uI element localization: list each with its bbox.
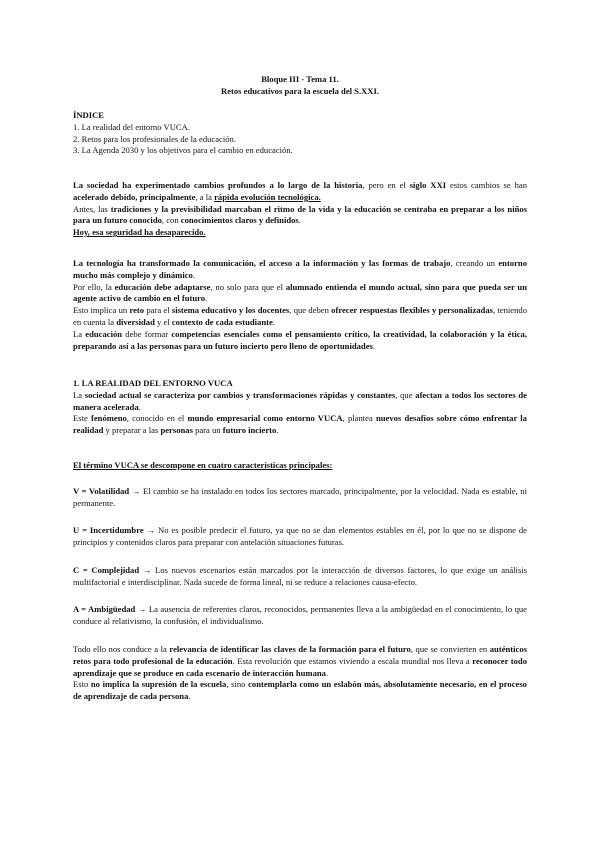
text: , teniendo en cuenta la — [73, 305, 527, 327]
text: . — [298, 215, 301, 226]
technology-section — [73, 258, 527, 352]
index-item: 2. Retos para los profesionales de la educación. — [73, 133, 236, 144]
text: . — [276, 425, 279, 436]
vuca-section — [73, 378, 527, 437]
text: , que deben — [289, 305, 332, 316]
text: , pero en el — [362, 180, 410, 190]
vuca-terms-heading-block — [73, 460, 527, 472]
text: y el — [154, 316, 172, 327]
vuca-complexity — [73, 565, 527, 589]
bold-text: educación — [85, 328, 123, 339]
vuca-uncertainty — [73, 525, 527, 549]
bold-text: mundo empresarial como entorno VUCA — [187, 413, 343, 424]
bold-text: futuro incierto — [222, 425, 277, 436]
vuca-paragraph-2 — [73, 413, 527, 437]
conclusion-paragraph-1 — [73, 644, 527, 679]
text: , sino — [226, 679, 249, 690]
text: , conocido en el — [126, 413, 188, 424]
text: La — [73, 389, 85, 400]
underlined-text: rápida evolución tecnológica. — [214, 191, 321, 202]
bold-text: conocimientos claros y definidos — [180, 215, 299, 226]
text: . — [272, 316, 275, 327]
index-item: 3. La Agenda 2030 y los objetivos para el cambio en educación. — [73, 145, 293, 156]
text: , que se convierten en — [410, 644, 490, 654]
text: . — [372, 340, 376, 351]
text: . Esta revolución que estamos viviendo a escala mundial nos lleva a — [232, 655, 473, 666]
term-definition: El cambio se ha instalado en todos los sectores marcado, principalmente, por la velocidad. Nada es estable, ni permanente. — [73, 486, 527, 508]
vuca-terms-heading: El término VUCA se descompone en cuatro características principales: — [73, 460, 333, 470]
document-subtitle: Retos educativos para la escuela del S.XXI. — [220, 86, 380, 96]
bold-text: educación debe adaptarse — [114, 281, 211, 292]
text: Todo ello nos conduce a la — [73, 644, 170, 654]
bold-text: fenómeno — [90, 413, 127, 424]
text: debe formar — [122, 328, 172, 339]
bold-text: siglo XXI — [409, 180, 447, 190]
conclusion-paragraph-2 — [73, 679, 527, 703]
text: , no solo para que el — [210, 281, 286, 292]
term-label: A = Ambigüedad → — [73, 604, 147, 614]
intro-paragraph-2 — [73, 204, 527, 228]
text: , a la — [195, 191, 215, 202]
bold-text: La sociedad ha experimentado cambios profundos a lo largo de la historia — [73, 180, 363, 190]
text: , creando un — [450, 258, 499, 268]
tech-paragraph-3 — [73, 305, 527, 329]
vuca-ambiguity — [73, 604, 527, 628]
bold-text: tradiciones y la previsibilidad marcaban el ritmo de la vida y la educación se centraba en preparar a los niños para un futuro conocido — [73, 203, 528, 226]
text: Esto implica un — [73, 305, 130, 316]
term-label: U = Incertidumbre → — [73, 525, 156, 535]
index-heading: ÍNDICE — [73, 110, 105, 120]
bold-text: reto — [129, 305, 145, 316]
vuca-volatility — [73, 486, 527, 510]
term-definition: La ausencia de referentes claros, reconocidos, permanentes lleva a la ambigüedad en el conocimiento, lo que conduce al relativismo, la confusión, el individualismo. — [73, 604, 527, 626]
bold-text: contemplarla como un eslabón más, absolutamente necesario, en el proceso de aprendizaje de cada persona — [73, 679, 527, 702]
text: , plantea — [342, 413, 376, 424]
section-heading: 1. LA REALIDAD DEL ENTORNO VUCA — [73, 378, 233, 388]
text: . — [188, 691, 191, 702]
term-definition: No es posible predecir el futuro, ya que no se dan elementos estables en él, por lo que no se dispone de principios y contenidos claros para preparar con antelación situaciones futuras. — [73, 525, 527, 547]
bold-text: entorno mucho más complejo y dinámico — [73, 258, 527, 280]
document-title: Bloque III - Tema 11. — [261, 74, 339, 84]
bold-text: nuevos desafíos sobre cómo enfrentar la realidad — [73, 413, 527, 436]
tech-paragraph-4 — [73, 329, 527, 353]
bold-text: sociedad actual se caracteriza por cambios y transformaciones rápidas y constantes — [84, 389, 396, 400]
text: Esto — [73, 679, 91, 690]
bold-text: auténticos retos para todo profesional de la educación — [73, 644, 527, 666]
text: para un — [192, 425, 223, 436]
term-definition: Los nuevos escenarios están marcados por la interacción de diversos factores, lo que exige un análisis multifactorial e interdisciplinar. Nada sucede de forma lineal, ni se reduce a relaciones causa-efecto. — [73, 565, 528, 587]
text: Antes, las — [73, 203, 111, 214]
bold-text: competencias esenciales como el pensamiento crítico, la creatividad, la colaboración y la ética, preparando así a las personas para un futuro incierto pero lleno de oportunidades — [73, 328, 527, 351]
bold-text: personas — [160, 425, 193, 436]
tech-paragraph-2 — [73, 282, 527, 306]
term-label: C = Complejidad → — [73, 565, 152, 575]
tech-paragraph-1 — [73, 258, 527, 282]
text: Por ello, la — [73, 281, 115, 292]
bold-text: afectan a todos los sectores de manera acelerada — [73, 389, 527, 412]
bold-text: acelerado debido, principalmente — [73, 191, 196, 202]
intro-paragraph-3 — [73, 227, 527, 239]
text: , que — [395, 389, 416, 400]
text: para el — [144, 305, 172, 316]
text: Este — [73, 413, 91, 424]
vuca-paragraph-1 — [73, 390, 527, 414]
text: . — [325, 667, 329, 678]
intro-section — [73, 180, 527, 239]
bold-text: ofrecer respuestas flexibles y personalizadas — [331, 305, 493, 316]
text: y preparar a las — [103, 425, 161, 436]
intro-paragraph-1 — [73, 180, 527, 204]
text: . — [205, 293, 208, 304]
text: . — [138, 401, 141, 412]
index-item: 1. La realidad del entorno VUCA. — [73, 121, 191, 132]
bold-text: alumnado entienda el mundo actual, sino para que pueda ser un agente activo de cambio en el futuro — [73, 281, 527, 304]
bold-text: no implica la supresión de la escuela — [90, 679, 227, 690]
bold-text: La tecnología ha transformado la comunicación, el acceso a la información y las formas de trabajo — [73, 258, 451, 268]
bold-text: diversidad — [116, 316, 155, 327]
bold-text: reconocer todo aprendizaje que se produce en cada escenario de interacción humana — [73, 655, 527, 678]
bold-text: contexto de cada estudiante — [171, 316, 273, 327]
term-label: V = Volatilidad → — [73, 486, 141, 496]
text: estos cambios se han — [446, 180, 527, 190]
underlined-text: Hoy, esa seguridad ha desaparecido. — [73, 227, 206, 238]
text: La — [73, 328, 86, 339]
bold-text: sistema educativo y los docentes — [171, 305, 290, 316]
text: . — [192, 269, 195, 280]
bold-text: relevancia de identificar las claves de la formación para el futuro — [169, 644, 411, 654]
conclusion-section — [73, 644, 527, 703]
index-section — [73, 110, 527, 157]
text: , con — [161, 215, 181, 226]
